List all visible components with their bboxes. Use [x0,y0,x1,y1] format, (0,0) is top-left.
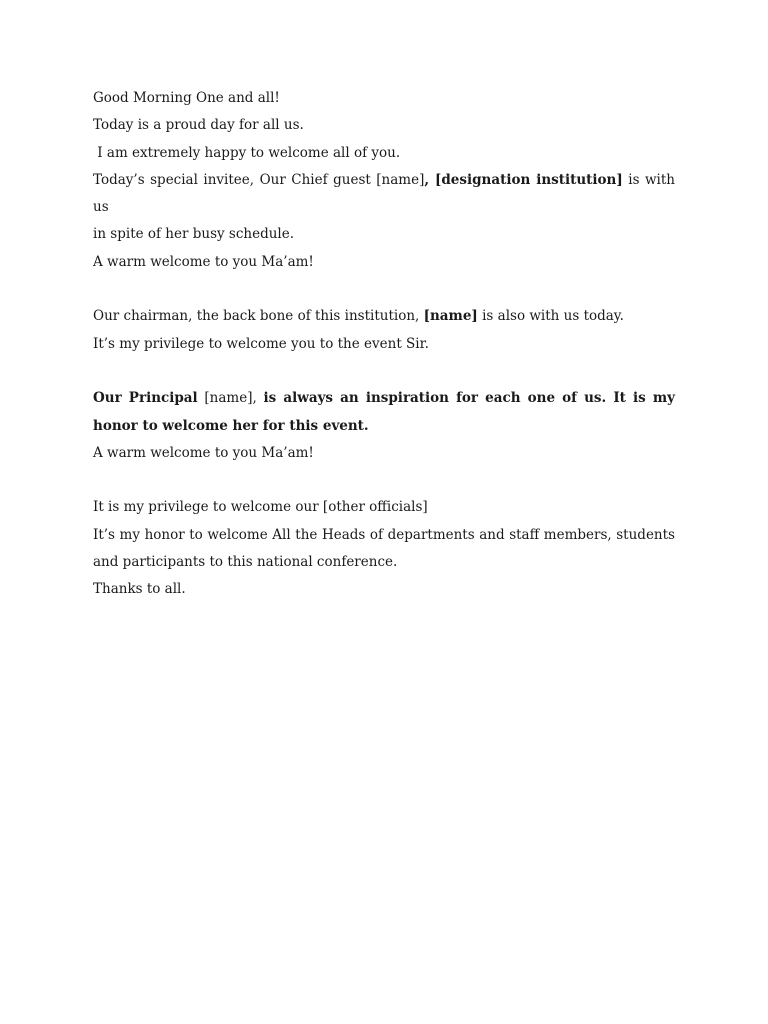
proud-day-line: Today is a proud day for all us. [93,117,304,134]
paragraph-greeting [93,85,675,276]
chief-guest-text: Today’s special invitee, Our Chief guest [name] [93,171,425,188]
officials-line: It is my privilege to welcome our [other officials] [93,499,428,516]
document-page [93,85,675,604]
welcome-maam-line-2: A warm welcome to you Ma’am! [93,444,314,461]
paragraph-gap [93,467,675,494]
welcome-sir-line: It’s my privilege to welcome you to the event Sir. [93,335,429,352]
greeting-line: Good Morning One and all! [93,90,280,106]
principal-honor-line: honor to welcome her for this event. [93,417,369,434]
principal-line [93,385,675,412]
principal-name: [name], [197,390,264,407]
paragraph-gap [93,276,675,303]
chairman-name: [name] [423,308,478,325]
principal-label: Our Principal [93,390,198,407]
chief-guest-line [93,167,675,222]
welcome-maam-line: A warm welcome to you Ma’am! [93,253,314,270]
principal-inspiration-text: is always an inspiration for each one of us. It is my [263,390,675,407]
paragraph-chairman [93,303,675,358]
busy-schedule-line: in spite of her busy schedule. [93,226,295,243]
happy-welcome-line: I am extremely happy to welcome all of you. [93,144,401,161]
heads-of-departments-line: It’s my honor to welcome All the Heads of departments and staff members, students [93,526,675,543]
chairman-today-text: is also with us today. [477,308,624,325]
paragraph-gap [93,358,675,385]
with-us-text: is with us [93,171,675,216]
chairman-line [93,303,675,330]
paragraph-principal [93,385,675,467]
conference-line: and participants to this national conference. [93,554,398,571]
designation-institution: , [designation institution] [424,171,623,188]
thanks-line: Thanks to all. [93,581,186,598]
paragraph-officials [93,494,675,603]
chairman-text: Our chairman, the back bone of this institution, [93,308,424,325]
